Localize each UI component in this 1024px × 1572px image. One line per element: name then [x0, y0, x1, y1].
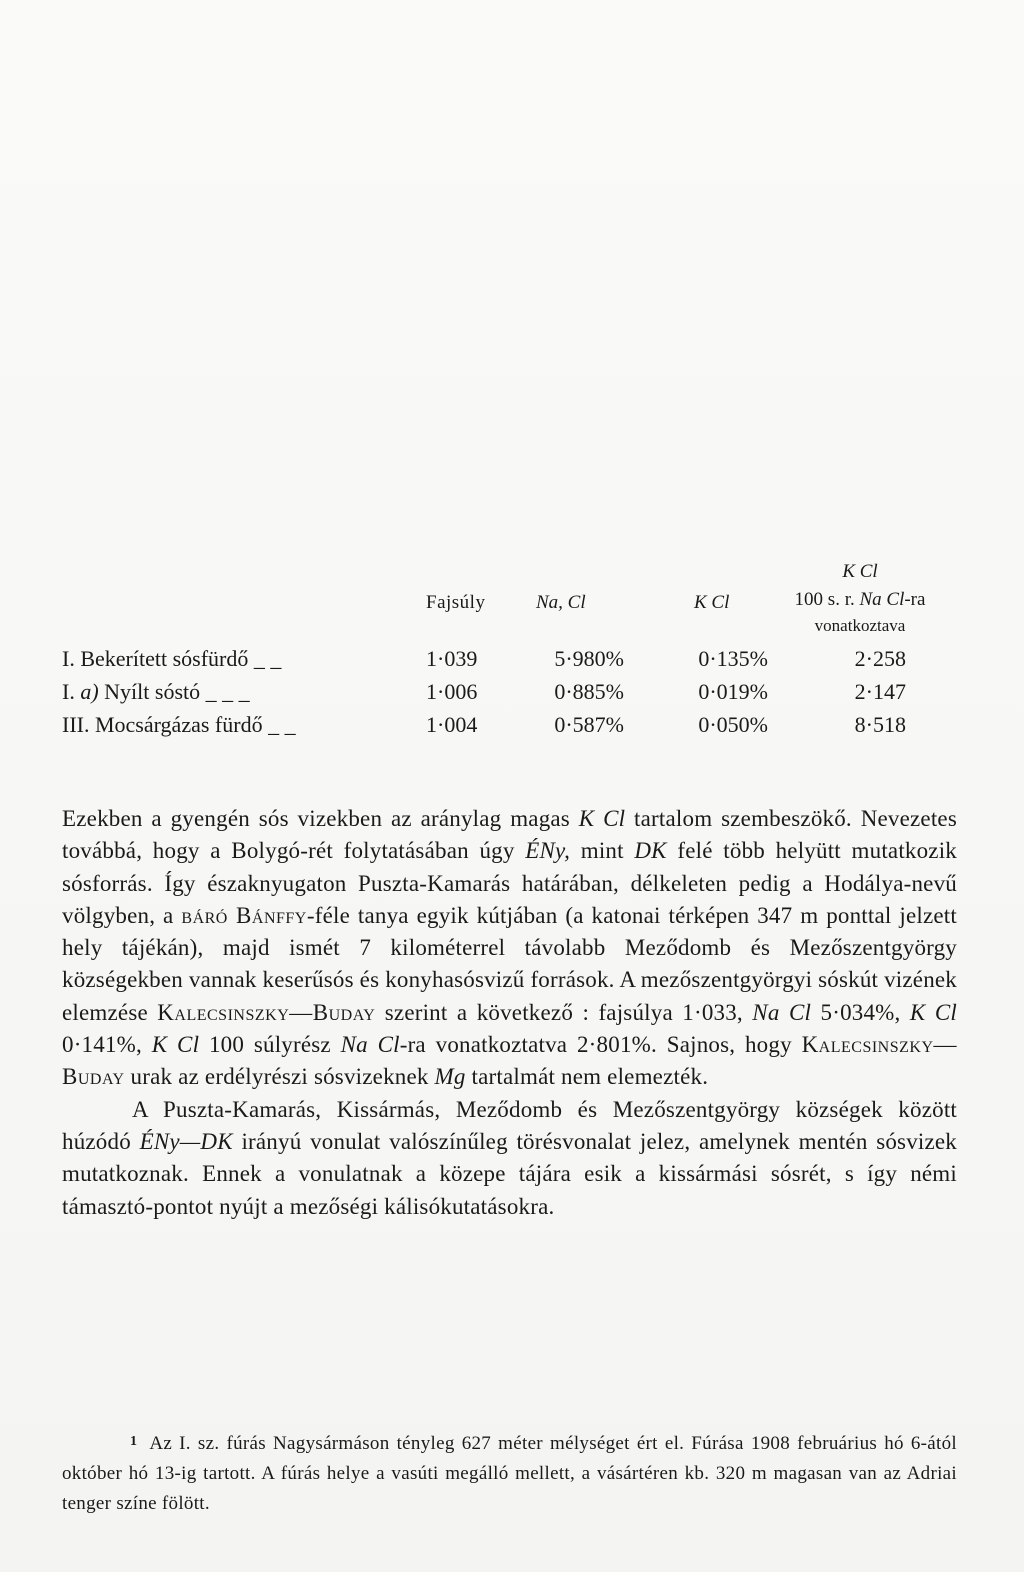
- header-ratio-line3: vonatkoztava: [814, 616, 906, 635]
- row-ratio: 2·147: [854, 679, 906, 704]
- italic-run: DK: [634, 838, 667, 864]
- italic-run: K Cl: [909, 999, 957, 1025]
- row-label-prefix: III. Mocsárgázas fürdő: [62, 712, 263, 737]
- row-kcl: 0·135%: [698, 646, 768, 671]
- row-label-prefix: I. Bekerített sósfürdő: [62, 646, 249, 671]
- row-nacl: 0·587%: [554, 712, 624, 737]
- italic-run: K Cl: [151, 1032, 200, 1058]
- italic-run: Na Cl: [340, 1032, 400, 1058]
- text-run: Ezekben a gyengén sós vizekben az aránylag magas: [62, 806, 579, 831]
- small-caps-name: Kalecsinszky—Buday: [157, 999, 376, 1025]
- footnote-paragraph: [62, 1427, 957, 1519]
- row-fajsuly: 1·039: [426, 646, 478, 671]
- text-run: szerint a következő : fajsúlya 1·033,: [375, 999, 753, 1025]
- text-run: -féle tanya egyik kútjában (a katonai térképen 347 m ponttal jelzett hely tájékán), majd ismét 7 kilométerrel távolabb Meződomb és Mezőszentgyörgy községekben vannak keserűsós és konyhasósvizű források. A mezőszentgyörgyi sóskút vizének elemzése: [62, 902, 958, 1025]
- text-run: mint: [570, 838, 635, 864]
- row-kcl: 0·019%: [698, 679, 768, 704]
- text-run: tartalmát nem elemezték.: [465, 1064, 709, 1090]
- header-ratio: [760, 558, 960, 638]
- paragraph-salt-springs: [62, 803, 957, 1094]
- row-label-suffix: _ _: [262, 712, 296, 737]
- table-header: [62, 556, 962, 646]
- row-fajsuly: 1·006: [426, 679, 478, 704]
- header-kcl: K Cl: [694, 592, 730, 613]
- header-fajsuly: Fajsúly: [426, 592, 486, 613]
- row-nacl: 5·980%: [554, 646, 624, 671]
- table-row: [62, 646, 962, 679]
- text-run: felé több helyütt mutatkozik sósforrás. Így északnyugaton Puszta-Kamarás határában, délkeleten pedig a Hodálya-nevű völgyben, a: [62, 838, 958, 928]
- footnote-mark: 1: [130, 1434, 138, 1449]
- row-label-italic: a): [80, 679, 99, 704]
- row-label: [62, 679, 250, 705]
- small-caps-name: báró Bánffy: [181, 902, 307, 928]
- row-nacl: 0·885%: [554, 679, 624, 704]
- table-row: [62, 712, 962, 745]
- table-row: [62, 679, 962, 712]
- italic-run: Mg: [434, 1064, 466, 1090]
- italic-run: ÉNy—DK: [139, 1128, 233, 1154]
- row-label-suffix: Nyílt sóstó _ _ _: [98, 679, 250, 704]
- text-run: 5·034%,: [811, 999, 910, 1025]
- header-nacl: Na, Cl: [536, 592, 586, 613]
- row-label: [62, 712, 296, 738]
- row-ratio: 8·518: [854, 712, 906, 737]
- body-text: [62, 803, 957, 1223]
- header-ratio-line1: K Cl: [842, 561, 878, 582]
- paragraph-fault-line: [62, 1094, 957, 1223]
- row-label: [62, 646, 281, 672]
- row-label-prefix: I.: [62, 679, 81, 704]
- small-caps-name: Kalecsinszky—Buday: [62, 1032, 958, 1090]
- text-run: irányú vonulat valószínűleg törésvonalat jelez, amelynek mentén sósvizek mutatkoznak. Ennek a vonulatnak a közepe tájára esik a kissármási sósrét, s így némi támasztó-pontot nyújt a mezőségi kálisókutatásokra.: [62, 1128, 957, 1219]
- text-run: A Puszta-Kamarás, Kissármás, Meződomb és Mezőszentgyörgy községek között húzódó: [62, 1096, 957, 1154]
- row-kcl: 0·050%: [698, 712, 768, 737]
- italic-run: K Cl: [578, 806, 626, 831]
- italic-run: ÉNy,: [525, 838, 571, 864]
- footnote-text: Az I. sz. fúrás Nagysármáson tényleg 627 méter mélységet ért el. Fúrása 1908 februárius hó 6-ától október hó 13-ig tartott. A fúrás helye a vasúti megálló mellett, a vásártéren kb. 320 m magasan van az Adriai tenger színe fölött.: [62, 1433, 957, 1514]
- footnote: [62, 1427, 957, 1519]
- header-ratio-prefix: 100 s. r.: [794, 589, 860, 610]
- header-ratio-nacl: Na Cl: [859, 589, 905, 610]
- text-run: tartalom szembeszökő. Nevezetes továbbá, hogy a Bolygó-rét folytatásában úgy: [62, 806, 957, 864]
- text-run: -ra vonatkoztatva 2·801%. Sajnos, hogy: [399, 1032, 802, 1058]
- header-ratio-suffix: -ra: [904, 589, 926, 610]
- header-ratio-line2: [760, 586, 960, 614]
- analysis-table: [62, 556, 962, 745]
- row-ratio: 2·258: [854, 646, 906, 671]
- text-run: 0·141%,: [62, 1032, 152, 1058]
- row-label-suffix: _ _: [248, 646, 282, 671]
- text-run: urak az erdélyrészi sósvizeknek: [124, 1064, 435, 1090]
- text-run: 100 súlyrész: [199, 1032, 341, 1058]
- italic-run: Na Cl: [752, 999, 812, 1025]
- row-fajsuly: 1·004: [426, 712, 478, 737]
